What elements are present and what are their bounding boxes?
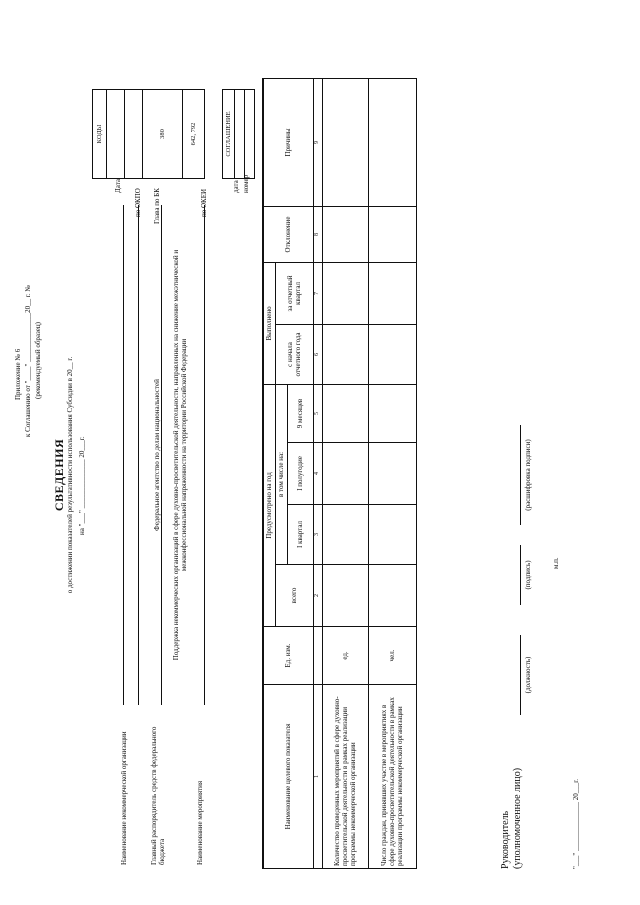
cell-total	[322, 565, 368, 627]
cell-m9	[368, 384, 416, 442]
col-number: 9	[313, 78, 322, 206]
col-header-reasons: Причины	[263, 78, 313, 206]
budget-manager-label: Главный распорядитель средств федерального бюджета	[150, 726, 166, 865]
decode-line	[520, 425, 521, 525]
decode-caption: (расшифровка подписи)	[524, 439, 532, 511]
cell-reporting-q	[368, 262, 416, 324]
cell-q1	[322, 505, 368, 565]
agreement-date-label: дата	[232, 180, 240, 193]
cell-total	[368, 565, 416, 627]
cell-m9	[322, 384, 368, 442]
indicators-table	[262, 78, 417, 869]
col-number: 6	[313, 324, 322, 384]
event-name-line	[204, 205, 205, 705]
col-header-reporting-q: за отчетный квартал	[275, 262, 313, 324]
position-line	[520, 635, 521, 715]
codes-header: КОДЫ	[93, 90, 107, 179]
col-header-done: Выполнено	[263, 262, 275, 384]
col-number	[313, 627, 322, 685]
cell-reasons	[322, 78, 368, 206]
col-number: 7	[313, 262, 322, 324]
row-indicator-name: Количество проведенных мероприятий в сфере духовно-просветительской деятельности в рамках реализации программы некоммерческой организации	[322, 685, 368, 869]
cell-deviation	[368, 206, 416, 262]
col-number: 4	[313, 443, 322, 505]
cell-h1	[322, 443, 368, 505]
agreement-number-value	[245, 90, 255, 179]
row-indicator-name: Число граждан, принявших участие в мероприятиях в сфере духовно-просветительской деятельности в рамках реализации программы некоммерческой организации	[368, 685, 416, 869]
sign-caption: (подпись)	[524, 560, 532, 590]
document-title: СВЕДЕНИЯ	[52, 438, 66, 512]
sign-line	[520, 545, 521, 605]
okpo-line	[138, 205, 139, 705]
org-name-line	[123, 205, 124, 705]
col-header-q1: I квартал	[287, 505, 313, 565]
table-row	[322, 78, 368, 868]
event-name-label: Наименование мероприятия	[196, 780, 204, 865]
head-subtitle: (уполномоченное лицо)	[512, 767, 523, 869]
agreement-reference: к Соглашению от "____" ______________20__ г. №	[24, 284, 32, 437]
col-number: 5	[313, 384, 322, 442]
sample-note: (рекомендуемый образец)	[34, 322, 42, 399]
position-caption: (должность)	[524, 656, 532, 694]
cell-reporting-q	[322, 262, 368, 324]
head-title: Руководитель	[500, 810, 511, 869]
bk-code-label: Глава по БК	[153, 188, 161, 224]
cell-since-start	[368, 324, 416, 384]
col-header-deviation: Отклонение	[263, 206, 313, 262]
event-name-value: Поддержка некоммерческих организаций в сфере духовно-просветительской деятельности, направленных на снижение межэтнической и межконфессиональной напряженности на территории Российской Федерации	[172, 249, 188, 661]
col-header-unit: Ед. изм.	[263, 627, 313, 685]
row-unit: ед.	[322, 627, 368, 685]
document-subtitle: о достижении показателей результативности использования Субсидии в 20__ г.	[66, 356, 74, 594]
signature-date-line: "___" ______________ 20___г.	[572, 778, 580, 869]
col-header-incl: в том числе на:	[275, 384, 287, 564]
cell-q1	[368, 505, 416, 565]
budget-manager-value: Федеральное агентство по делам национальностей	[153, 379, 161, 531]
stamp-mark: м.п.	[552, 557, 560, 569]
date-code-label: Дата	[114, 179, 122, 193]
appendix-number: Приложение № 6	[14, 348, 22, 400]
okei-code-label: по ОКЕИ	[200, 188, 208, 217]
code-bk: 380	[143, 90, 183, 179]
cell-h1	[368, 443, 416, 505]
agreement-date-value	[235, 90, 245, 179]
col-header-h1: I полугодие	[287, 443, 313, 505]
col-number: 1	[313, 685, 322, 869]
code-date	[107, 90, 125, 179]
col-number: 8	[313, 206, 322, 262]
agreement-number-label: номер	[242, 174, 250, 193]
col-header-planned: Предусмотрено на год	[263, 384, 275, 626]
code-okpo	[125, 90, 143, 179]
table-row	[368, 78, 416, 868]
codes-table	[92, 89, 205, 179]
org-name-label: Наименование некоммерческой организации	[120, 731, 128, 865]
cell-deviation	[322, 206, 368, 262]
row-unit: чел.	[368, 627, 416, 685]
cell-reasons	[368, 78, 416, 206]
col-header-since-start: с начала отчетного года	[275, 324, 313, 384]
col-number: 3	[313, 505, 322, 565]
okpo-code-label: по ОКПО	[134, 188, 142, 217]
col-header-name: Наименование целевого показателя	[263, 685, 313, 869]
agreement-title: СОГЛАШЕНИЕ	[223, 90, 235, 179]
col-header-m9: 9 месяцев	[287, 384, 313, 442]
budget-manager-line	[161, 205, 162, 705]
report-date-line: на "___" ______________ 20___г.	[78, 436, 86, 535]
code-okei: 642, 792	[183, 90, 205, 179]
col-header-total: всего	[275, 565, 313, 627]
agreement-table	[222, 89, 255, 179]
cell-since-start	[322, 324, 368, 384]
col-number: 2	[313, 565, 322, 627]
